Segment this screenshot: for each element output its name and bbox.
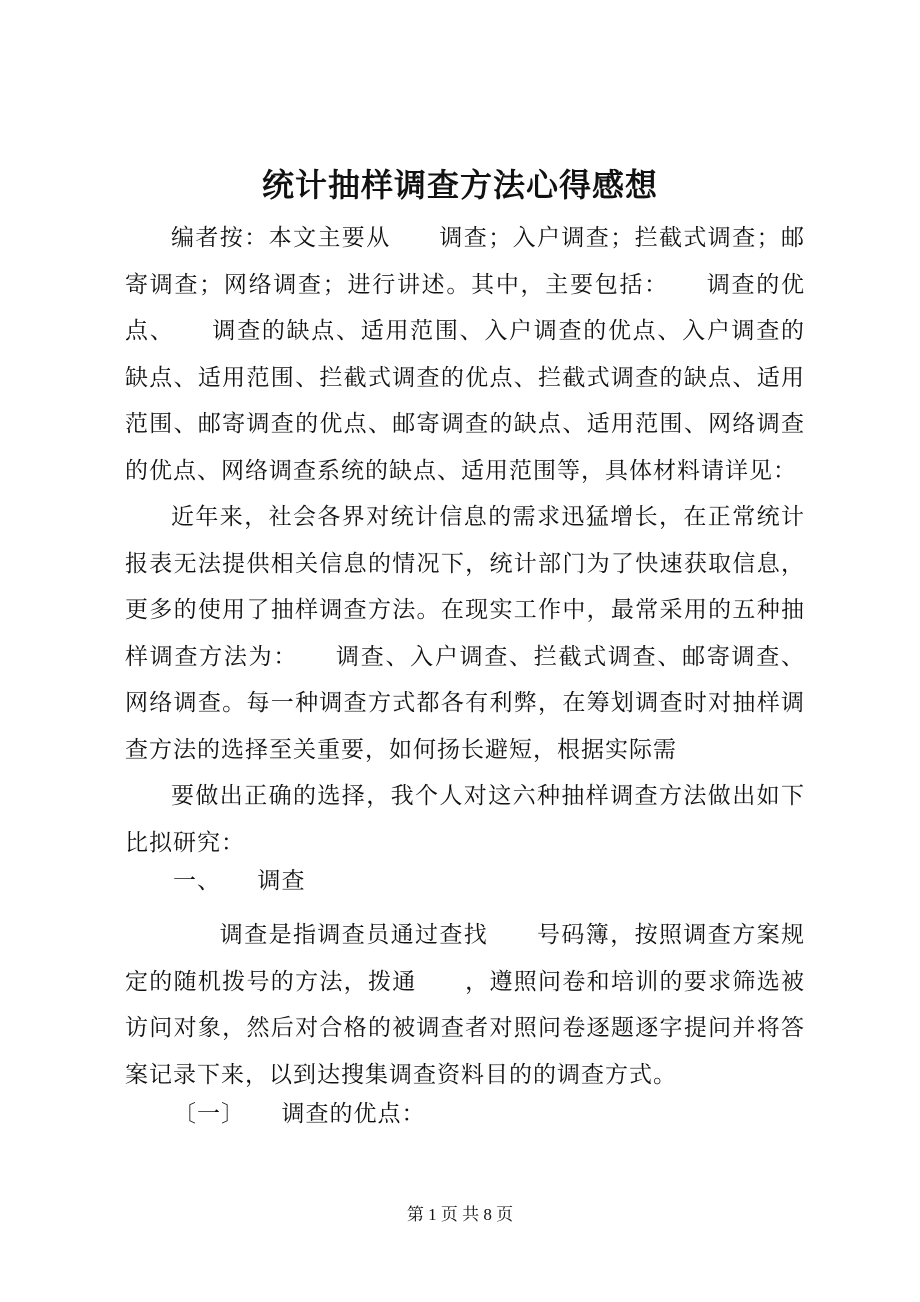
page-number-footer: 第 1 页 共 8 页 — [406, 1205, 514, 1224]
body-paragraph-comparison: 要做出正确的选择，我个人对这六种抽样调查方法做出如下比拟研究： — [125, 783, 805, 856]
section-heading: 一、 调查 — [173, 868, 306, 894]
subsection-heading: 〔一〕 调查的优点： — [173, 1101, 426, 1127]
body-paragraph-definition: 调查是指调查员通过查找 号码簿，按照调查方案规定的随机拨号的方法，拨通 ，遵照问卷和培训的要求筛选被访问对象，然后对合格的被调查者对照问卷逐题逐字提问并将答案记录下来，以到达搜集调查资料目的的调查方式。 — [125, 922, 805, 1088]
editor-note-paragraph: 编者按：本文主要从 调查；入户调查；拦截式调查；邮寄调查；网络调查；进行讲述。其中，主要包括： 调查的优点、 调查的缺点、适用范围、入户调查的优点、入户调查的缺点、适用范围、拦截式调查的优点、拦截式调查的缺点、适用范围、邮寄调查的优点、邮寄调查的缺点、适用范围、网络调查的优点、网络调查系统的缺点、适用范围等，具体材料请详见： — [125, 225, 805, 484]
body-paragraph-intro: 近年来，社会各界对统计信息的需求迅猛增长，在正常统计报表无法提供相关信息的情况下，统计部门为了快速获取信息，更多的使用了抽样调查方法。在现实工作中，最常采用的五种抽样调查方法为： 调查、入户调查、拦截式调查、邮寄调查、网络调查。每一种调查方式都各有利弊，在筹划调查时对抽样调查方法的选择至关重要，如何扬长避短，根据实际需 — [125, 504, 805, 763]
document-title: 统计抽样调查方法心得感想 — [261, 166, 658, 204]
